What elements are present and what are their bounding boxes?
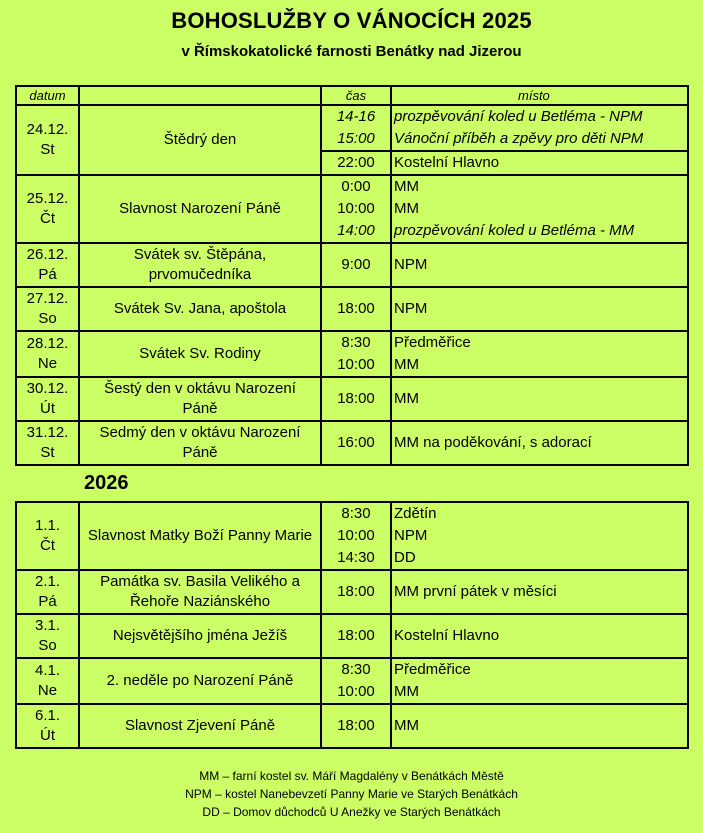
service-time: 15:00 <box>337 130 375 147</box>
table-row <box>16 175 688 243</box>
time-cell <box>321 105 391 151</box>
service-time: 14-16 <box>336 108 376 125</box>
service-time: 16:00 <box>337 434 375 451</box>
service-time: 22:00 <box>337 154 375 171</box>
legend <box>0 767 703 821</box>
event-name: Slavnost Zjevení Páně <box>79 704 321 748</box>
place-cell <box>391 614 688 658</box>
time-cell <box>321 175 391 243</box>
time-cell <box>321 570 391 614</box>
legend-npm: NPM – kostel Nanebevzetí Panny Marie ve Starých Benátkách <box>185 787 518 801</box>
date-cell <box>16 377 79 421</box>
service-place: Kostelní Hlavno <box>394 154 500 171</box>
event-name: Svátek sv. Štěpána, prvomučedníka <box>79 243 321 287</box>
date-cell <box>16 570 79 614</box>
table-row <box>16 502 688 570</box>
date-cell <box>16 105 79 175</box>
service-place: Vánoční příběh a zpěvy pro děti NPM <box>394 130 644 147</box>
time-cell <box>321 421 391 465</box>
day-number: 30.12. <box>26 380 69 397</box>
weekday: Út <box>40 400 55 417</box>
legend-mm: MM – farní kostel sv. Máří Magdalény v Benátkách Městě <box>199 769 504 783</box>
service-time: 10:00 <box>337 200 375 217</box>
place-cell <box>391 421 688 465</box>
service-time: 14:30 <box>337 549 375 566</box>
date-cell <box>16 331 79 377</box>
service-place: Zdětín <box>394 505 437 522</box>
service-place: NPM <box>394 256 428 273</box>
schedule-table-2025 <box>15 85 689 466</box>
table-row <box>16 658 688 704</box>
day-number: 28.12. <box>26 335 69 352</box>
table-row <box>16 331 688 377</box>
service-time: 18:00 <box>337 717 375 734</box>
service-place: Kostelní Hlavno <box>394 627 500 644</box>
service-place: DD <box>394 549 416 566</box>
date-cell <box>16 614 79 658</box>
place-cell <box>391 704 688 748</box>
time-cell <box>321 331 391 377</box>
service-time: 8:30 <box>341 505 371 522</box>
service-place: MM <box>394 390 419 407</box>
event-name: Slavnost Narození Páně <box>79 175 321 243</box>
legend-dd: DD – Domov důchodců U Anežky ve Starých Benátkách <box>202 805 501 819</box>
weekday: Ne <box>37 682 58 699</box>
service-time: 8:30 <box>341 661 371 678</box>
service-place: MM první pátek v měsíci <box>394 583 557 600</box>
weekday: Út <box>40 727 55 744</box>
event-name: Sedmý den v oktávu Narození Páně <box>79 421 321 465</box>
service-place: MM <box>394 717 419 734</box>
table-row <box>16 105 688 151</box>
service-place: Předměřice <box>394 661 471 678</box>
table-row <box>16 377 688 421</box>
day-number: 31.12. <box>26 424 69 441</box>
service-place: NPM <box>394 527 428 544</box>
service-place: prozpěvování koled u Betléma - MM <box>394 222 635 239</box>
place-cell <box>391 287 688 331</box>
weekday: Čt <box>40 210 55 227</box>
date-cell <box>16 502 79 570</box>
service-time: 8:30 <box>341 334 371 351</box>
service-time: 0:00 <box>341 178 371 195</box>
weekday: So <box>38 310 57 327</box>
table-row <box>16 287 688 331</box>
day-number: 2.1. <box>34 573 61 590</box>
date-cell <box>16 287 79 331</box>
date-cell <box>16 243 79 287</box>
service-place: MM <box>394 683 419 700</box>
place-cell <box>391 377 688 421</box>
service-place: prozpěvování koled u Betléma - NPM <box>394 108 643 125</box>
day-number: 3.1. <box>34 617 61 634</box>
place-cell <box>391 175 688 243</box>
weekday: Pá <box>38 593 57 610</box>
table-row <box>16 421 688 465</box>
place-cell <box>391 570 688 614</box>
time-cell <box>321 287 391 331</box>
header-place: místo <box>391 86 688 105</box>
time-cell <box>321 704 391 748</box>
page-title: BOHOSLUŽBY O VÁNOCÍCH 2025 <box>171 8 532 33</box>
place-cell <box>391 502 688 570</box>
header-event <box>79 86 321 105</box>
event-name: Nejsvětějšího jména Ježíš <box>79 614 321 658</box>
time-cell <box>321 658 391 704</box>
service-place: MM <box>394 200 419 217</box>
service-place: Předměřice <box>394 334 471 351</box>
time-cell <box>321 243 391 287</box>
event-name: Svátek Sv. Rodiny <box>79 331 321 377</box>
day-number: 27.12. <box>26 290 69 307</box>
table-row <box>16 243 688 287</box>
service-time: 10:00 <box>337 356 375 373</box>
weekday: Ne <box>37 355 58 372</box>
date-cell <box>16 175 79 243</box>
service-time: 18:00 <box>337 300 375 317</box>
service-time: 18:00 <box>337 627 375 644</box>
event-name: Štědrý den <box>79 105 321 175</box>
day-number: 25.12. <box>26 190 69 207</box>
header-date: datum <box>16 86 79 105</box>
day-number: 4.1. <box>34 662 61 679</box>
date-cell <box>16 658 79 704</box>
day-number: 6.1. <box>34 707 61 724</box>
place-cell <box>391 151 688 175</box>
day-number: 24.12. <box>26 121 69 138</box>
service-time: 14:00 <box>337 222 375 239</box>
day-number: 1.1. <box>34 517 61 534</box>
day-number: 26.12. <box>26 246 69 263</box>
weekday: So <box>38 637 57 654</box>
place-cell <box>391 243 688 287</box>
place-cell <box>391 331 688 377</box>
table-header-row <box>16 86 688 105</box>
weekday: St <box>40 141 55 158</box>
table-row <box>16 570 688 614</box>
place-cell <box>391 105 688 151</box>
service-place: NPM <box>394 300 428 317</box>
year-heading: 2026 <box>84 472 129 494</box>
service-time: 18:00 <box>337 390 375 407</box>
service-time: 10:00 <box>337 527 375 544</box>
event-name: Šestý den v oktávu Narození Páně <box>79 377 321 421</box>
time-cell <box>321 614 391 658</box>
event-name: Památka sv. Basila Velikého a Řehoře Naziánského <box>79 570 321 614</box>
page-subtitle: v Římskokatolické farnosti Benátky nad Jizerou <box>181 43 522 60</box>
schedule-table-2026 <box>15 501 689 749</box>
service-time: 10:00 <box>337 683 375 700</box>
service-time: 9:00 <box>341 256 371 273</box>
event-name: 2. neděle po Narození Páně <box>79 658 321 704</box>
weekday: Čt <box>40 537 55 554</box>
table-row <box>16 614 688 658</box>
weekday: Pá <box>38 266 57 283</box>
time-cell <box>321 502 391 570</box>
time-cell <box>321 151 391 175</box>
date-cell <box>16 704 79 748</box>
service-place: MM <box>394 356 419 373</box>
weekday: St <box>40 444 55 461</box>
service-time: 18:00 <box>337 583 375 600</box>
header-time: čas <box>321 86 391 105</box>
table-row <box>16 704 688 748</box>
date-cell <box>16 421 79 465</box>
time-cell <box>321 377 391 421</box>
place-cell <box>391 658 688 704</box>
service-place: MM na poděkování, s adorací <box>394 434 592 451</box>
event-name: Svátek Sv. Jana, apoštola <box>79 287 321 331</box>
event-name: Slavnost Matky Boží Panny Marie <box>79 502 321 570</box>
service-place: MM <box>394 178 419 195</box>
